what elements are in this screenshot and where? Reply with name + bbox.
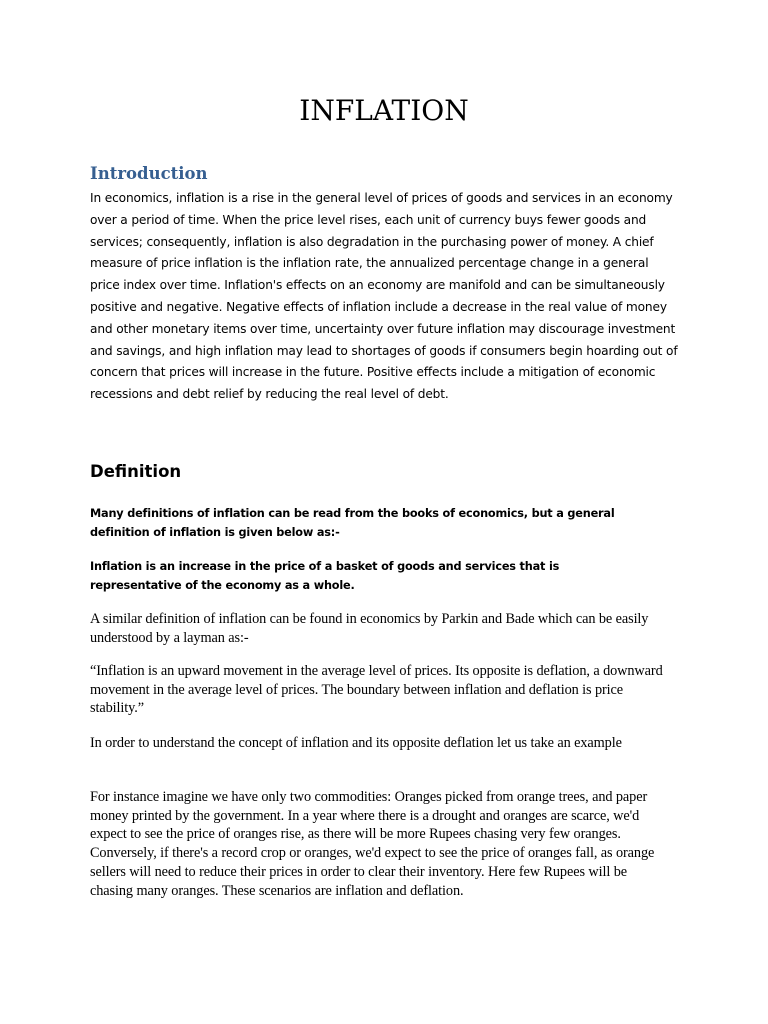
introduction-heading: Introduction (90, 164, 208, 183)
definition-statement-paragraph: Inflation is an increase in the price of a basket of goods and services that is representative of the economy as a whole. (90, 560, 560, 592)
example-intro-paragraph: In order to understand the concept of inflation and its opposite deflation let us take an example (90, 735, 622, 751)
oranges-example-paragraph: For instance imagine we have only two commodities: Oranges picked from orange trees, and paper money printed by the government. In a year where there is a drought and oranges are scarce, we'd expect to see the price of oranges rise, as there will be more Rupees chasing very few oranges. Conversely, if there's a record crop or oranges, we'd expect to see the price of oranges fall, as orange sellers will need to reduce their prices in order to clear their inventory. Here few Rupees will be chasing many oranges. These scenarios are inflation and deflation. (90, 789, 655, 899)
introduction-paragraph: In economics, inflation is a rise in the general level of prices of goods and services in an economy over a period of time. When the price level rises, each unit of currency buys fewer goods and services; consequently, inflation is also degradation in the purchasing power of money. A chief measure of price inflation is the inflation rate, the annualized percentage change in a general price index over time. Inflation's effects on an economy are manifold and can be simultaneously positive and negative. Negative effects of inflation include a decrease in the real value of money and other monetary items over time, uncertainty over future inflation may discourage investment and savings, and high inflation may lead to shortages of goods if consumers begin hoarding out of concern that prices will increase in the future. Positive effects include a mitigation of economic recessions and debt relief by reducing the real level of debt. (90, 191, 678, 402)
quote-paragraph: “Inflation is an upward movement in the average level of prices. Its opposite is deflation, a downward movement in the average level of prices. The boundary between inflation and deflation is price stability.” (90, 663, 663, 717)
document-title: INFLATION (299, 94, 469, 127)
definition-heading: Definition (90, 462, 182, 481)
parkin-bade-intro-paragraph: A similar definition of inflation can be found in economics by Parkin and Bade which can be easily understood by a layman as:- (90, 611, 649, 646)
definition-intro-paragraph: Many definitions of inflation can be read from the books of economics, but a general definition of inflation is given below as:- (90, 507, 615, 539)
